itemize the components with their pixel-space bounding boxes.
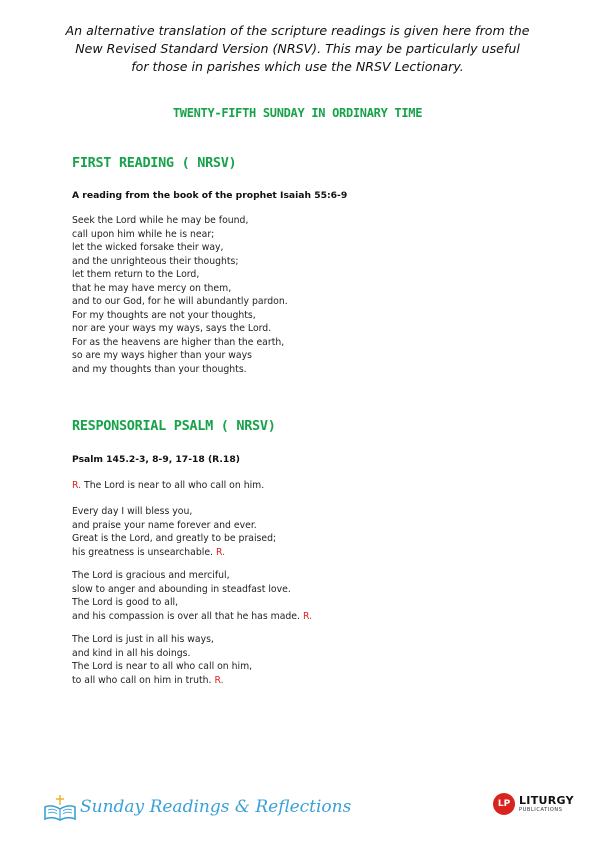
psalm-line: The Lord is near to all who call on him, <box>72 661 253 672</box>
psalm-heading: RESPONSORIAL PSALM ( NRSV) <box>72 418 276 434</box>
reading-line: nor are your ways my ways, says the Lord. <box>72 323 272 334</box>
intro-line: for those in parishes which use the NRSV Lectionary. <box>131 59 464 74</box>
publisher-subtitle: PUBLICATIONS <box>519 807 563 813</box>
psalm-line: Every day I will bless you, <box>72 506 193 517</box>
psalm-line: The Lord is gracious and merciful, <box>72 570 230 581</box>
reading-line: Seek the Lord while he may be found, <box>72 215 249 226</box>
footer-brand-text: Sunday Readings & Reflections <box>80 797 352 817</box>
psalm-line: and kind in all his doings. <box>72 647 191 659</box>
reading-line: that he may have mercy on them, <box>72 282 232 294</box>
psalm-line: to all who call on him in truth. <box>72 674 215 686</box>
response-text: The Lord is near to all who call on him. <box>81 480 265 491</box>
sunday-title: TWENTY-FIFTH SUNDAY IN ORDINARY TIME <box>172 106 423 120</box>
psalm-stanza-1 <box>72 505 276 559</box>
reading-line: let them return to the Lord, <box>72 269 200 280</box>
publisher-mark-icon: LP <box>493 793 515 815</box>
reading-line: and to our God, for he will abundantly pardon. <box>72 296 288 307</box>
reading-line: let the wicked forsake their way, <box>72 242 224 253</box>
psalm-line: and praise your name forever and ever. <box>72 519 257 531</box>
first-reading-text <box>72 214 288 376</box>
psalm-stanza-3 <box>72 633 252 687</box>
reading-line: For my thoughts are not your thoughts, <box>72 309 256 321</box>
psalm-stanza-2 <box>72 569 312 623</box>
response-marker: R. <box>215 546 226 558</box>
psalm-line: his greatness is unsearchable. <box>72 546 216 558</box>
reading-line: and my thoughts than your thoughts. <box>72 363 247 375</box>
psalm-reference: Psalm 145.2-3, 8-9, 17-18 (R.18) <box>72 454 240 465</box>
reading-line: For as the heavens are higher than the earth, <box>72 336 285 348</box>
first-reading-heading: FIRST READING ( NRSV) <box>72 155 237 171</box>
psalm-line: Great is the Lord, and greatly to be praised; <box>72 533 277 544</box>
reading-line: call upon him while he is near; <box>72 228 215 240</box>
response-marker: R. <box>214 674 224 686</box>
first-reading-reference: A reading from the book of the prophet Isaiah 55:6-9 <box>72 190 348 201</box>
reading-line: so are my ways higher than your ways <box>72 350 252 361</box>
intro-line: New Revised Standard Version (NRSV). This may be particularly useful <box>75 41 520 56</box>
response-marker: R. <box>302 610 313 622</box>
intro-note <box>40 22 555 76</box>
psalm-line: The Lord is just in all his ways, <box>72 634 214 645</box>
publisher-name: LITURGY <box>519 794 574 807</box>
publisher-logo <box>493 793 573 817</box>
open-book-icon <box>42 793 78 823</box>
psalm-line: slow to anger and abounding in steadfast love. <box>72 583 291 595</box>
psalm-line: and his compassion is over all that he has made. <box>72 610 303 622</box>
reading-line: and the unrighteous their thoughts; <box>72 255 239 267</box>
psalm-line: The Lord is good to all, <box>72 597 179 608</box>
psalm-response <box>72 479 264 493</box>
response-marker: R. <box>72 480 82 491</box>
intro-line: An alternative translation of the scripture readings is given here from the <box>65 23 530 38</box>
